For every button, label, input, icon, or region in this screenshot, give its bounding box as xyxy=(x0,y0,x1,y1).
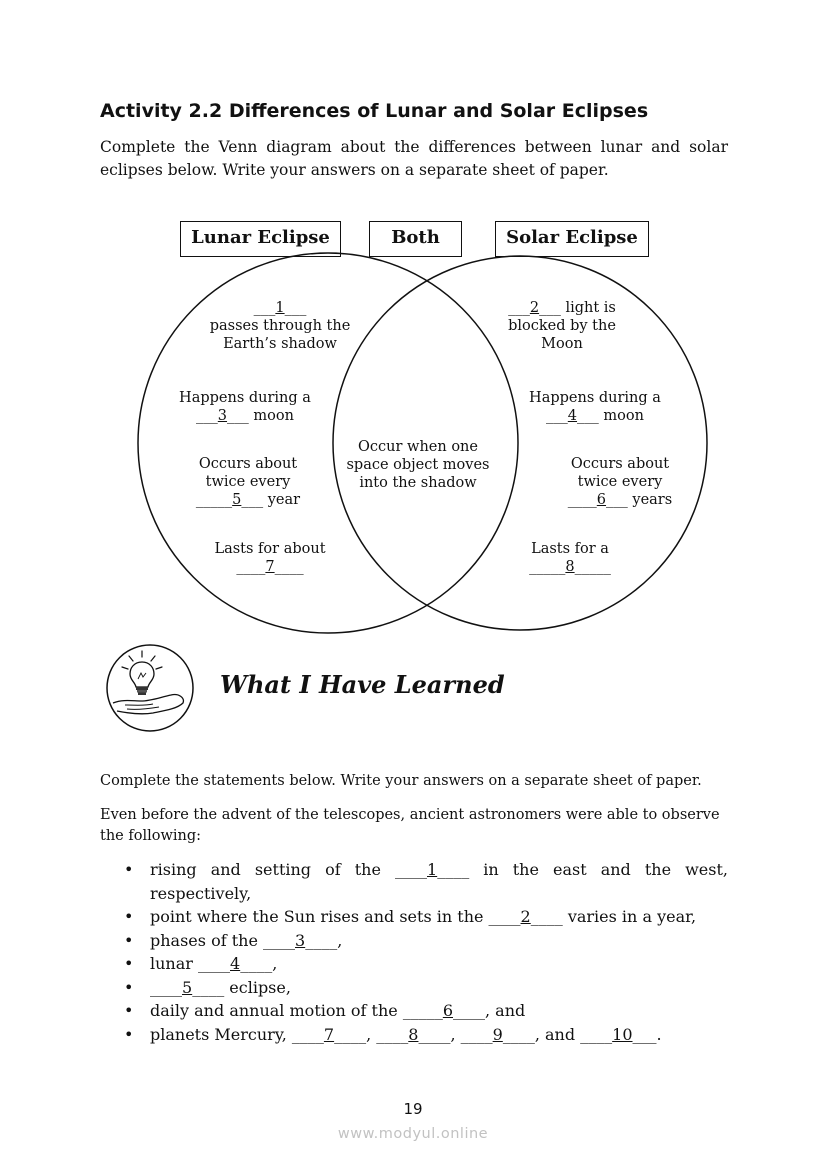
lunar-item-2: Happens during a ___3___ moon xyxy=(179,390,311,424)
activity-title: Activity 2.2 Differences of Lunar and Solar Eclipses xyxy=(100,100,649,122)
section-lead: Even before the advent of the telescopes, ancient astronomers were able to observe the following: xyxy=(100,807,720,844)
list-item: • phases of the ____3____, xyxy=(100,929,728,953)
lunar-item-3: Occurs about twice every _____5___ year xyxy=(195,456,301,508)
section-instruction: Complete the statements below. Write your answers on a separate sheet of paper. xyxy=(100,773,702,789)
lunar-item-1: ___1___ passes through the Earth’s shadow xyxy=(209,300,351,352)
page-number: 19 xyxy=(403,1100,423,1118)
solar-item-2: Happens during a ___4___ moon xyxy=(529,390,661,424)
solar-item-1: ___2___ light is blocked by the Moon xyxy=(508,300,616,352)
section-title: What I Have Learned xyxy=(220,670,505,699)
solar-eclipse-header: Solar Eclipse xyxy=(495,221,649,257)
watermark: www.modyul.online xyxy=(337,1126,489,1142)
both-header: Both xyxy=(369,221,462,257)
list-item: • lunar ____4____, xyxy=(100,952,728,976)
lightbulb-in-hand-icon xyxy=(105,643,195,733)
lunar-item-4: Lasts for about ____7____ xyxy=(214,541,326,575)
list-item: • daily and annual motion of the _____6____, and xyxy=(100,999,728,1023)
list-item: • point where the Sun rises and sets in the ____2____ varies in a year, xyxy=(100,905,728,929)
list-item: • planets Mercury, ____7____, ____8____, ____9____, and ____10___. xyxy=(100,1023,728,1047)
statement-list xyxy=(100,858,728,1046)
solar-item-3: Occurs about twice every ____6___ years xyxy=(567,456,673,508)
both-item: Occur when one space object moves into the shadow xyxy=(346,439,490,491)
list-item: • rising and setting of the ____1____ in the east and the west, respectively, xyxy=(100,858,728,905)
solar-item-4: Lasts for a _____8_____ xyxy=(529,541,611,575)
list-item: • ____5____ eclipse, xyxy=(100,976,728,1000)
lunar-eclipse-header: Lunar Eclipse xyxy=(180,221,341,257)
activity-instructions: Complete the Venn diagram about the differences between lunar and solar eclipses below. Write your answers on a separate sheet of paper. xyxy=(100,138,728,179)
